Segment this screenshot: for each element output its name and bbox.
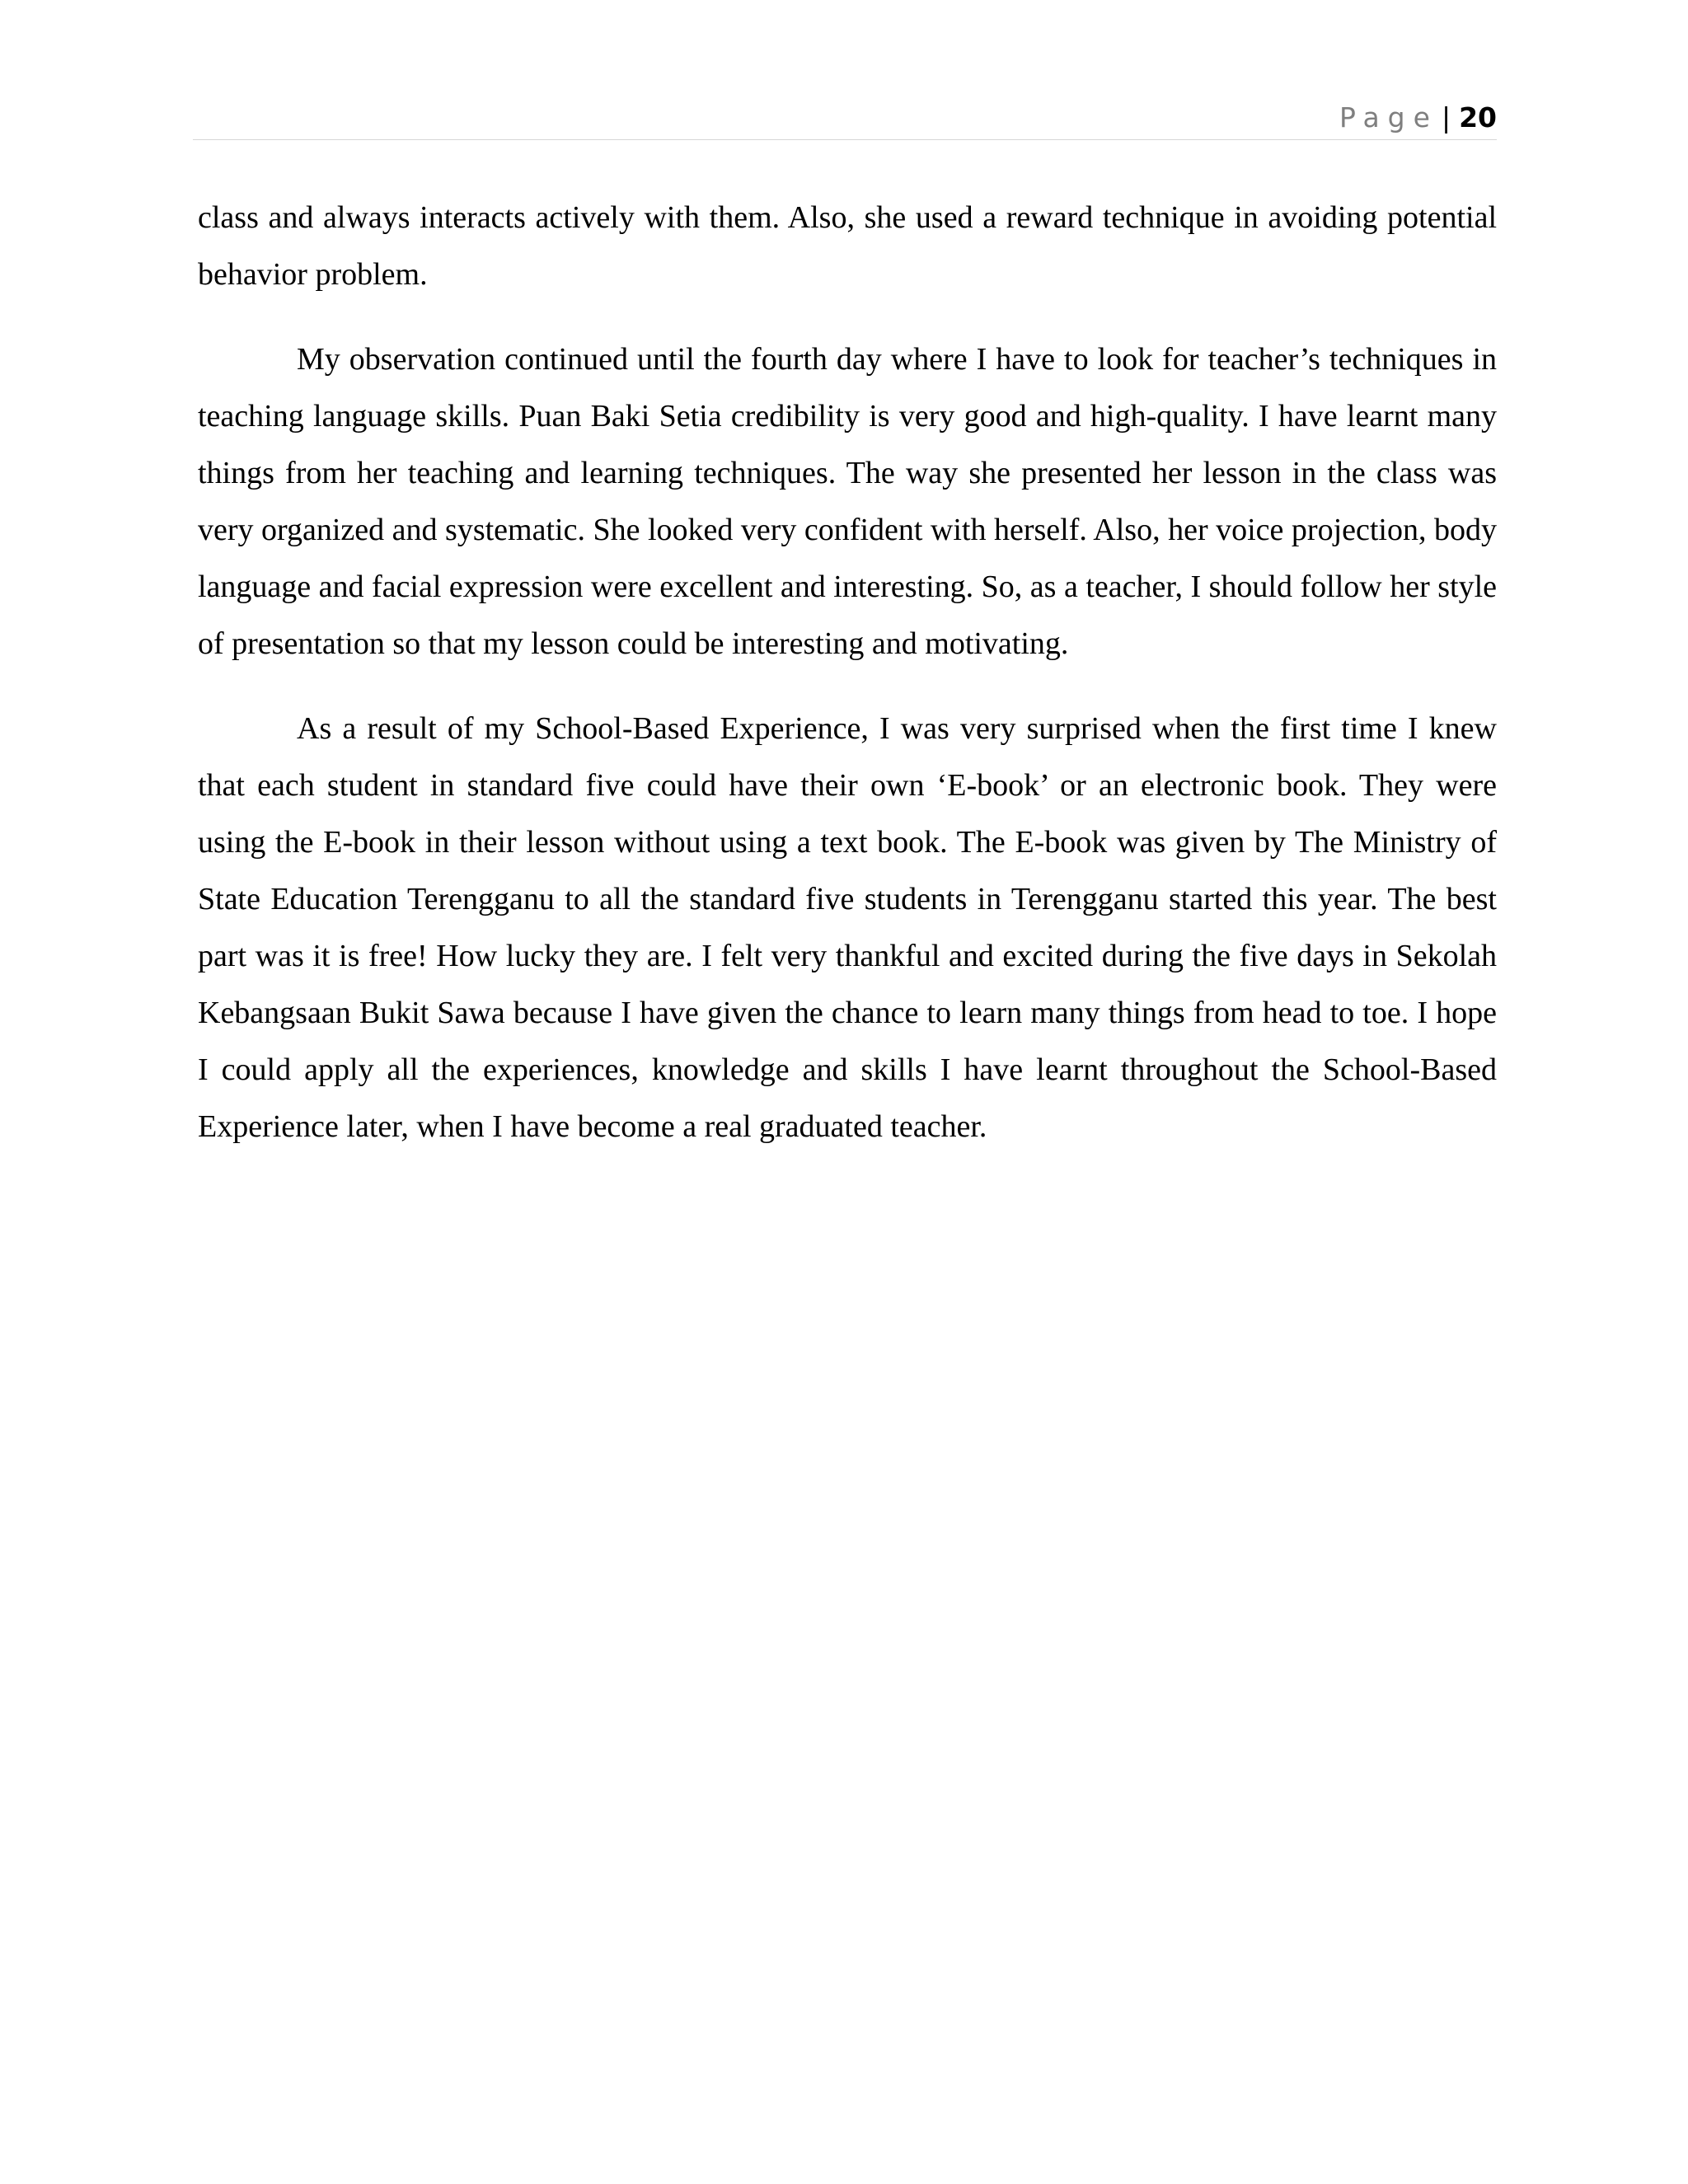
page-number: 20 [1459,101,1497,134]
document-body [198,190,1497,1183]
paragraph-2: My observation continued until the fourth day where I have to look for teacher’s techniques in teaching language skills. Puan Baki Setia credibility is very good and high-quality. I have learnt many things from her teaching and learning techniques. The way she presented her lesson in the class was very organized and systematic. She looked very confident with herself. Also, her voice projection, body language and facial expression were excellent and interesting. So, as a teacher, I should follow her style of presentation so that my lesson could be interesting and motivating. [198,342,1497,661]
page-label: Page [1339,101,1438,134]
paragraph-1: class and always interacts actively with them. Also, she used a reward technique in avoiding potential behavior problem. [198,200,1497,292]
page-header [193,97,1497,140]
page-separator: | [1441,101,1451,134]
paragraph-3: As a result of my School-Based Experience, I was very surprised when the first time I knew that each student in standard five could have their own ‘E-book’ or an electronic book. They were using the E-book in their lesson without using a text book. The E-book was given by The Ministry of State Education Terengganu to all the standard five students in Terengganu started this year. The best part was it is free! How lucky they are. I felt very thankful and excited during the five days in Sekolah Kebangsaan Bukit Sawa because I have given the chance to learn many things from head to toe. I hope I could apply all the experiences, knowledge and skills I have learnt throughout the School-Based Experience later, when I have become a real graduated teacher. [198,711,1497,1144]
